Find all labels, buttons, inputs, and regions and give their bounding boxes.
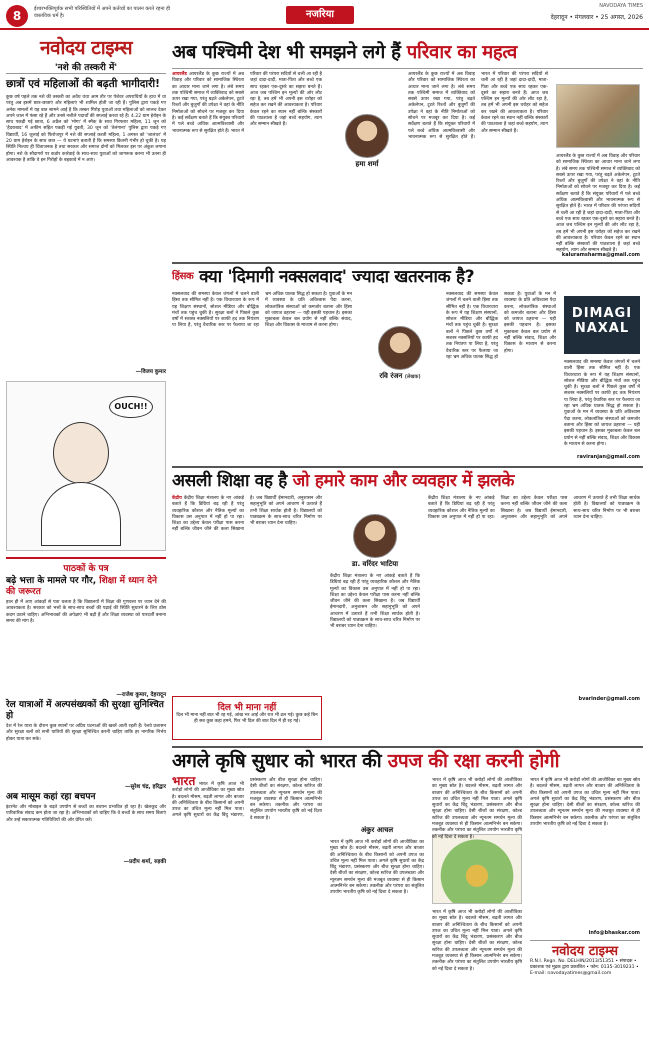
letter-headline-highlight: शिक्षा में ध्यान देने की जरूरत: [6, 576, 158, 597]
article-headline-part: असली शिक्षा वह है: [172, 471, 287, 491]
editorial-masthead: [6, 34, 166, 74]
article-headline-part: अब पश्चिमी देश भी समझने लगे हैं: [172, 42, 401, 63]
article-headline-highlight: परिवार का महत्व: [406, 42, 517, 63]
dropcap: केंद्रीय: [172, 496, 182, 501]
cartoon-speech-bubble: OUCH!!: [109, 396, 153, 418]
divider: [172, 262, 643, 264]
author-email: info@bhaskar.com: [588, 930, 640, 936]
author-email: bvarinder@gmail.com: [578, 696, 640, 702]
letter-body: इंटरनेट और मोबाइल के बढ़ते उपयोग से बच्चों का बचपन प्रभावित हो रहा है। खेलकूद और पारिवारिक संवाद कम होता जा रहा है। अभिभावकों को चाहिए कि वे बच्चों के साथ समय बिताएं और उन्हें सकारात्मक गतिविधियों की ओर प्रेरित करें।: [6, 805, 166, 823]
article-headline: [172, 470, 514, 492]
article-body: नक्सलवाद की समस्या केवल जंगलों में चलने वाली हिंसा तक सीमित नहीं है। एक विचारधारा के रूप में यह शिक्षण संस्थानों, सोशल मीडिया और बौद्धिक मंचों तक पहुंच चुकी है। सुरक्षा बलों ने पिछले कुछ वर्षों में सशस्त्र नक्सलियों पर काफी हद तक नियंत्रण पा लिया है, परंतु वैचारिक स्तर पर फैलाया जा रहा भ्रम अधिक घातक सिद्ध हो सकता है। युवाओं के मन में व्यवस्था के प्रति अविश्वास पैदा करना, लोकतांत्रिक संस्थाओं को कमजोर बताना और हिंसा को जायज ठहराना — यही इसकी पहचान है। इसका मुकाबला केवल बल प्रयोग से नहीं बल्कि संवाद, शिक्षा और विकास के माध्यम से करना होगा।: [564, 360, 640, 447]
article-headline-part: अगले कृषि सुधार को भारत की: [172, 750, 382, 772]
image-text: DIMAGI: [571, 306, 633, 321]
letters-title: पाठकों के पत्र: [63, 564, 109, 574]
author-email: kaluramsharma@gmail.com: [561, 252, 640, 258]
header-quote: ईश्वरभक्तिपूर्वक सभी परिस्थितियों में अपने कर्तव्यों का पालन करते रहना ही वास्तविक धर्म है।: [34, 6, 171, 19]
author-box: [360, 326, 440, 381]
letter-headline: अब मासूम कहां रहा बचपन: [6, 792, 96, 802]
editorial-headline: छात्रों एवं महिलाओं की बढ़ती भागीदारी!: [6, 78, 160, 90]
article-headline: [172, 42, 517, 64]
letter-sign: —सुरेश चंद्र, हरिद्वार: [125, 784, 166, 790]
author-photo: [345, 114, 389, 158]
imprint-text: R.N.I. Regn. No. DELHIN/2013/51351 • संपादक • प्रकाशक एवं मुद्रक द्वारा प्रकाशित • फोन: 0135-3019231 • E-mail: navodayatimes@gmail.com: [530, 959, 639, 976]
article-body: आयरलैंड के कुछ राज्यों में अब विवाह और परिवार को सामाजिक स्थिरता का आधार माना जाने लगा है। लंबे समय तक पश्चिमी समाज में व्यक्तिवाद को सबसे ऊपर रखा गया, परंतु बढ़ते अकेलेपन, टूटते रिश्तों और बुजुर्गों की उपेक्षा ने वहां के नीति निर्माताओं को सोचने पर मजबूर कर दिया है। कई सर्वेक्षण बताते हैं कि संयुक्त परिवारों में पले बच्चे अधिक आत्मविश्वासी और भावनात्मक रूप से सुरक्षित होते हैं। भारत में परिवार की परंपरा सदियों से चली आ रही है जहां दादा-दादी, माता-पिता और बच्चे एक साथ रहकर एक-दूसरे का सहारा बनते हैं। आज जब पश्चिम इन मूल्यों की ओर लौट रहा है, तब हमें भी अपनी इस धरोहर को सहेज कर रखने की आवश्यकता है। परिवार केवल रहने का स्थान नहीं बल्कि संस्कारों की पाठशाला है जहां बच्चे सहयोग, त्याग और सम्मान सीखते हैं।: [408, 72, 548, 140]
author-name: हमा शर्मा: [355, 160, 379, 168]
author-tag: (लेखक): [404, 374, 421, 380]
imprint-box: [530, 940, 640, 1032]
article-headline: [172, 750, 559, 772]
article-body: केंद्रीय शिक्षा मंत्रालय के नए आंकड़े बताते हैं कि डिग्रियां बढ़ रही हैं परंतु व्यवहारिक कौशल और नैतिक मूल्यों का विकास उस अनुपात में नहीं हो पा रहा। शिक्षा का उद्देश्य केवल परीक्षा पास करना नहीं बल्कि जीवन जीने की कला सिखाना है। जब विद्यार्थी ईमानदारी, अनुशासन और सहानुभूति को अपने आचरण में उतारते हैं तभी शिक्षा सार्थक होती है। विद्यालयों को पाठ्यक्रम के साथ-साथ चरित्र निर्माण पर भी बराबर ध्यान देना चाहिए।: [330, 574, 420, 630]
divider: [172, 466, 643, 468]
agriculture-illustration: [432, 834, 522, 904]
poem-body: दिल भी माना नहीं बात भी रह गई, आंख भर आई और रात भी ढल गई। कुछ कहे बिन ही सब कुछ कहा हमने, फिर भी दिल की बात दिल में ही रह गई।: [176, 713, 318, 725]
letter-headline-part: बढ़े भत्ता के मामले पर गौर,: [6, 576, 97, 586]
letter-headline: [6, 576, 166, 598]
family-photo: [556, 84, 640, 148]
letter-body: देश में रेल यात्रा के दौरान कुछ स्थानों पर अप्रिय घटनाओं की खबरें आती रहती हैं। रेलवे प्रशासन और सुरक्षा बलों को सभी यात्रियों की सुरक्षा सुनिश्चित करनी चाहिए ताकि हर नागरिक निर्भय होकर यात्रा कर सके।: [6, 724, 166, 742]
author-box: [330, 514, 420, 569]
letter-sign: —राजेश कुमार, देहरादून: [116, 692, 166, 698]
poem-title: दिल भी माना नहीं: [217, 703, 277, 713]
page-header: [0, 0, 649, 30]
article-body: भारत में कृषि आज भी करोड़ों लोगों की आजीविका का मुख्य स्रोत है। बदलते मौसम, बढ़ती लागत और बाजार की अनिश्चितता के बीच किसानों को अपनी उपज का उचित मूल्य नहीं मिल पाता। अगले कृषि सुधारों का केंद्र बिंदु भंडारण, प्रसंस्करण और बीज सुरक्षा होना चाहिए। देसी बीजों का संरक्षण, कोल्ड स्टोरेज की उपलब्धता और न्यूनतम समर्थन मूल्य की मजबूत व्यवस्था से ही किसान आत्मनिर्भर बन सकेगा। तकनीक और परंपरा का संतुलित उपयोग भारतीय कृषि को नई दिशा दे सकता है।: [432, 910, 522, 972]
letter-sign: —प्रदीप शर्मा, रुड़की: [123, 859, 166, 865]
author-name: रवि रंजन: [379, 372, 403, 380]
poem-box: [172, 696, 322, 740]
article-headline-text: क्या 'दिमागी नक्सलवाद' ज्यादा खतरनाक है?: [199, 267, 475, 287]
masthead-subtitle: 'नशे की तस्करी में': [54, 63, 118, 73]
masthead-title: नवोदय टाइम्स: [39, 37, 133, 59]
date-line: देहरादून • मंगलवार • 25 अगस्त, 2026: [550, 14, 643, 21]
cartoon-head-icon: [53, 422, 109, 484]
divider: [172, 68, 643, 69]
imprint-masthead: नवोदय टाइम्स: [551, 944, 619, 959]
article-body: केंद्रीय शिक्षा मंत्रालय के नए आंकड़े बताते हैं कि डिग्रियां बढ़ रही हैं परंतु व्यवहारिक कौशल और नैतिक मूल्यों का विकास उस अनुपात में नहीं हो पा रहा। शिक्षा का उद्देश्य केवल परीक्षा पास करना नहीं बल्कि जीवन जीने की कला सिखाना है। जब विद्यार्थी ईमानदारी, अनुशासन और सहानुभूति को अपने आचरण में उतारते हैं तभी शिक्षा सार्थक होती है। विद्यालयों को पाठ्यक्रम के साथ-साथ चरित्र निर्माण पर भी बराबर ध्यान देना चाहिए।: [428, 496, 640, 520]
article-body: आयरलैंड के कुछ राज्यों में अब विवाह और परिवार को सामाजिक स्थिरता का आधार माना जाने लगा है। लंबे समय तक पश्चिमी समाज में व्यक्तिवाद को सबसे ऊपर रखा गया, परंतु बढ़ते अकेलेपन, टूटते रिश्तों और बुजुर्गों की उपेक्षा ने वहां के नीति निर्माताओं को सोचने पर मजबूर कर दिया है। कई सर्वेक्षण बताते हैं कि संयुक्त परिवारों में पले बच्चे अधिक आत्मविश्वासी और भावनात्मक रूप से सुरक्षित होते हैं। भारत में परिवार की परंपरा सदियों से चली आ रही है जहां दादा-दादी, माता-पिता और बच्चे एक साथ रहकर एक-दूसरे का सहारा बनते हैं। आज जब पश्चिम इन मूल्यों की ओर लौट रहा है, तब हमें भी अपनी इस धरोहर को सहेज कर रखने की आवश्यकता है। परिवार केवल रहने का स्थान नहीं बल्कि संस्कारों की पाठशाला है जहां बच्चे सहयोग, त्याग और सम्मान सीखते हैं।: [556, 154, 640, 254]
page-number: 8: [6, 5, 28, 27]
article-body: [172, 774, 322, 1030]
letter-headline: रेल यात्राओं में अल्पसंख्यकों की सुरक्षा सुनिश्चित हो: [6, 700, 164, 721]
dropcap: आयरलैंड: [172, 72, 187, 77]
article-body: भारत में कृषि आज भी करोड़ों लोगों की आजीविका का मुख्य स्रोत है। बदलते मौसम, बढ़ती लागत और बाजार की अनिश्चितता के बीच किसानों को अपनी उपज का उचित मूल्य नहीं मिल पाता। अगले कृषि सुधारों का केंद्र बिंदु भंडारण, प्रसंस्करण और बीज सुरक्षा होना चाहिए। देसी बीजों का संरक्षण, कोल्ड स्टोरेज की उपलब्धता और न्यूनतम समर्थन मूल्य की मजबूत व्यवस्था से ही किसान आत्मनिर्भर बन सकेगा। तकनीक और परंपरा का संतुलित उपयोग भारतीय कृषि को नई दिशा दे सकता है।: [432, 778, 522, 840]
article-kicker: हिंसक: [172, 271, 194, 282]
cartoon-illustration: [6, 381, 166, 551]
image-text: NAXAL: [574, 321, 630, 336]
author-photo: [378, 326, 422, 370]
article-body: [172, 72, 322, 252]
article-body: भारत में कृषि आज भी करोड़ों लोगों की आजीविका का मुख्य स्रोत है। बदलते मौसम, बढ़ती लागत और बाजार की अनिश्चितता के बीच किसानों को अपनी उपज का उचित मूल्य नहीं मिल पाता। अगले कृषि सुधारों का केंद्र बिंदु भंडारण, प्रसंस्करण और बीज सुरक्षा होना चाहिए। देसी बीजों का संरक्षण, कोल्ड स्टोरेज की उपलब्धता और न्यूनतम समर्थन मूल्य की मजबूत व्यवस्था से ही किसान आत्मनिर्भर बन सकेगा। तकनीक और परंपरा का संतुलित उपयोग भारतीय कृषि को नई दिशा दे सकता है।: [530, 778, 640, 828]
dropcap: भारत: [172, 774, 196, 788]
main-area: [172, 34, 643, 1038]
cartoon-body-icon: [41, 482, 121, 546]
author-name-line: [360, 372, 440, 381]
article-body: भारत में कृषि आज भी करोड़ों लोगों की आजीविका का मुख्य स्रोत है। बदलते मौसम, बढ़ती लागत और बाजार की अनिश्चितता के बीच किसानों को अपनी उपज का उचित मूल्य नहीं मिल पाता। अगले कृषि सुधारों का केंद्र बिंदु भंडारण, प्रसंस्करण और बीज सुरक्षा होना चाहिए। देसी बीजों का संरक्षण, कोल्ड स्टोरेज की उपलब्धता और न्यूनतम समर्थन मूल्य की मजबूत व्यवस्था से ही किसान आत्मनिर्भर बन सकेगा। तकनीक और परंपरा का संतुलित उपयोग भारतीय कृषि को नई दिशा दे सकता है।: [330, 840, 424, 896]
divider: [172, 746, 643, 748]
letters-section: [6, 557, 166, 865]
article-headline-highlight: जो हमारे काम और व्यवहार में झलके: [292, 471, 515, 491]
author-box: [332, 114, 402, 169]
letter-body: हाल ही में आए आंकड़ों से पता चलता है कि विद्यालयों में शिक्षा की गुणवत्ता पर ध्यान देने की आवश्यकता है। सरकार को भत्तों के साथ-साथ बच्चों की पढ़ाई की स्थिति सुधारने के लिए ठोस कदम उठाने चाहिए। अभिभावकों की अपेक्षाएं भी बढ़ी हैं और शिक्षा व्यवस्था को पारदर्शी बनाना समय की मांग है।: [6, 600, 166, 624]
author-name: डा. वरिंदर भाटिया: [351, 560, 399, 568]
author-email: raviranjan@gmail.com: [577, 454, 640, 460]
author-box: [330, 824, 424, 835]
brand-line: NAVODAYA TIMES: [599, 3, 643, 9]
article-body: नक्सलवाद की समस्या केवल जंगलों में चलने वाली हिंसा तक सीमित नहीं है। एक विचारधारा के रूप में यह शिक्षण संस्थानों, सोशल मीडिया और बौद्धिक मंचों तक पहुंच चुकी है। सुरक्षा बलों ने पिछले कुछ वर्षों में सशस्त्र नक्सलियों पर काफी हद तक नियंत्रण पा लिया है, परंतु वैचारिक स्तर पर फैलाया जा रहा भ्रम अधिक घातक सिद्ध हो सकता है। युवाओं के मन में व्यवस्था के प्रति अविश्वास पैदा करना, लोकतांत्रिक संस्थाओं को कमजोर बताना और हिंसा को जायज ठहराना — यही इसकी पहचान है। इसका मुकाबला केवल बल प्रयोग से नहीं बल्कि संवाद, शिक्षा और विकास के माध्यम से करना होगा।: [446, 292, 556, 360]
article-text: भारत में कृषि आज भी करोड़ों लोगों की आजीविका का मुख्य स्रोत है। बदलते मौसम, बढ़ती लागत और बाजार की अनिश्चितता के बीच किसानों को अपनी उपज का उचित मूल्य नहीं मिल पाता। अगले कृषि सुधारों का केंद्र बिंदु भंडारण, प्रसंस्करण और बीज सुरक्षा होना चाहिए। देसी बीजों का संरक्षण, कोल्ड स्टोरेज की उपलब्धता और न्यूनतम समर्थन मूल्य की मजबूत व्यवस्था से ही किसान आत्मनिर्भर बन सकेगा। तकनीक और परंपरा का संतुलित उपयोग भारतीय कृषि को नई दिशा दे सकता है।: [172, 778, 322, 821]
author-photo: [353, 514, 397, 558]
author-name: अंकुर आचल: [360, 826, 394, 834]
article-headline: [172, 266, 474, 288]
naxal-image: [564, 296, 640, 354]
section-label: नजरिया: [286, 6, 354, 24]
article-body: [172, 496, 322, 692]
article-headline-highlight: उपज की रक्षा करनी होगी: [387, 750, 560, 772]
article-text: केंद्रीय शिक्षा मंत्रालय के नए आंकड़े बताते हैं कि डिग्रियां बढ़ रही हैं परंतु व्यवहारिक कौशल और नैतिक मूल्यों का विकास उस अनुपात में नहीं हो पा रहा। शिक्षा का उद्देश्य केवल परीक्षा पास करना नहीं बल्कि जीवन जीने की कला सिखाना है। जब विद्यार्थी ईमानदारी, अनुशासन और सहानुभूति को अपने आचरण में उतारते हैं तभी शिक्षा सार्थक होती है। विद्यालयों को पाठ्यक्रम के साथ-साथ चरित्र निर्माण पर भी बराबर ध्यान देना चाहिए।: [172, 496, 322, 533]
editorial-column: [6, 34, 166, 1038]
article-text: आयरलैंड के कुछ राज्यों में अब विवाह और परिवार को सामाजिक स्थिरता का आधार माना जाने लगा है। लंबे समय तक पश्चिमी समाज में व्यक्तिवाद को सबसे ऊपर रखा गया, परंतु बढ़ते अकेलेपन, टूटते रिश्तों और बुजुर्गों की उपेक्षा ने वहां के नीति निर्माताओं को सोचने पर मजबूर कर दिया है। कई सर्वेक्षण बताते हैं कि संयुक्त परिवारों में पले बच्चे अधिक आत्मविश्वासी और भावनात्मक रूप से सुरक्षित होते हैं। भारत में परिवार की परंपरा सदियों से चली आ रही है जहां दादा-दादी, माता-पिता और बच्चे एक साथ रहकर एक-दूसरे का सहारा बनते हैं। आज जब पश्चिम इन मूल्यों की ओर लौट रहा है, तब हमें भी अपनी इस धरोहर को सहेज कर रखने की आवश्यकता है। परिवार केवल रहने का स्थान नहीं बल्कि संस्कारों की पाठशाला है जहां बच्चे सहयोग, त्याग और सम्मान सीखते हैं।: [172, 72, 322, 134]
editorial-byline: —विजय कुमार: [135, 369, 166, 375]
editorial-body: कुछ वर्ष पहले तक नशे की तस्करी का अवैध धंधा आम तौर पर पेशेवर अपराधियों के हाथ में था परंतु अब इसमें छात्र-छात्राएं और महिलाएं भी शामिल होती जा रही हैं। पुलिस द्वारा पकड़े गए अनेक मामलों में यह बात सामने आई है कि तस्कर गिरोह युवाओं तथा महिलाओं को लालच देकर अपने जाल में फंसा रहे हैं और उनसे नशीले पदार्थों की सप्लाई करवा रहे हैं। 4.22 ग्राम हेरोइन के साथ पकड़ी गई छात्रा, 6 अप्रैल को 'मोगा' में स्मैक के साथ गिरफ्तार महिला, 11 जून को 'हैदराबाद' में अफीम सहित पकड़ी गई युवती, 30 जून को 'तेलंगाना' पुलिस द्वारा पकड़े गए विद्यार्थी, 16 जुलाई को फिरोजपुर में नशे की सप्लाई करती महिला, 1 अगस्त को 'जालंधर' में 20 ग्राम हेरोइन के साथ छात्र — ये घटनाएं बताती हैं कि समस्या कितनी गंभीर हो चुकी है। यह स्थिति निश्चय ही चिंताजनक है तथा सरकार और समाज दोनों को मिलकर इस पर अंकुश लगाना होगा। नशे के सौदागरों पर कठोर कार्रवाई के साथ-साथ युवाओं को जागरूक करना भी उतना ही आवश्यक है ताकि वे इन गिरोहों के बहकावे में न आएं।: [6, 95, 166, 163]
article-body: नक्सलवाद की समस्या केवल जंगलों में चलने वाली हिंसा तक सीमित नहीं है। एक विचारधारा के रूप में यह शिक्षण संस्थानों, सोशल मीडिया और बौद्धिक मंचों तक पहुंच चुकी है। सुरक्षा बलों ने पिछले कुछ वर्षों में सशस्त्र नक्सलियों पर काफी हद तक नियंत्रण पा लिया है, परंतु वैचारिक स्तर पर फैलाया जा रहा भ्रम अधिक घातक सिद्ध हो सकता है। युवाओं के मन में व्यवस्था के प्रति अविश्वास पैदा करना, लोकतांत्रिक संस्थाओं को कमजोर बताना और हिंसा को जायज ठहराना — यही इसकी पहचान है। इसका मुकाबला केवल बल प्रयोग से नहीं बल्कि संवाद, शिक्षा और विकास के माध्यम से करना होगा।: [172, 292, 352, 329]
